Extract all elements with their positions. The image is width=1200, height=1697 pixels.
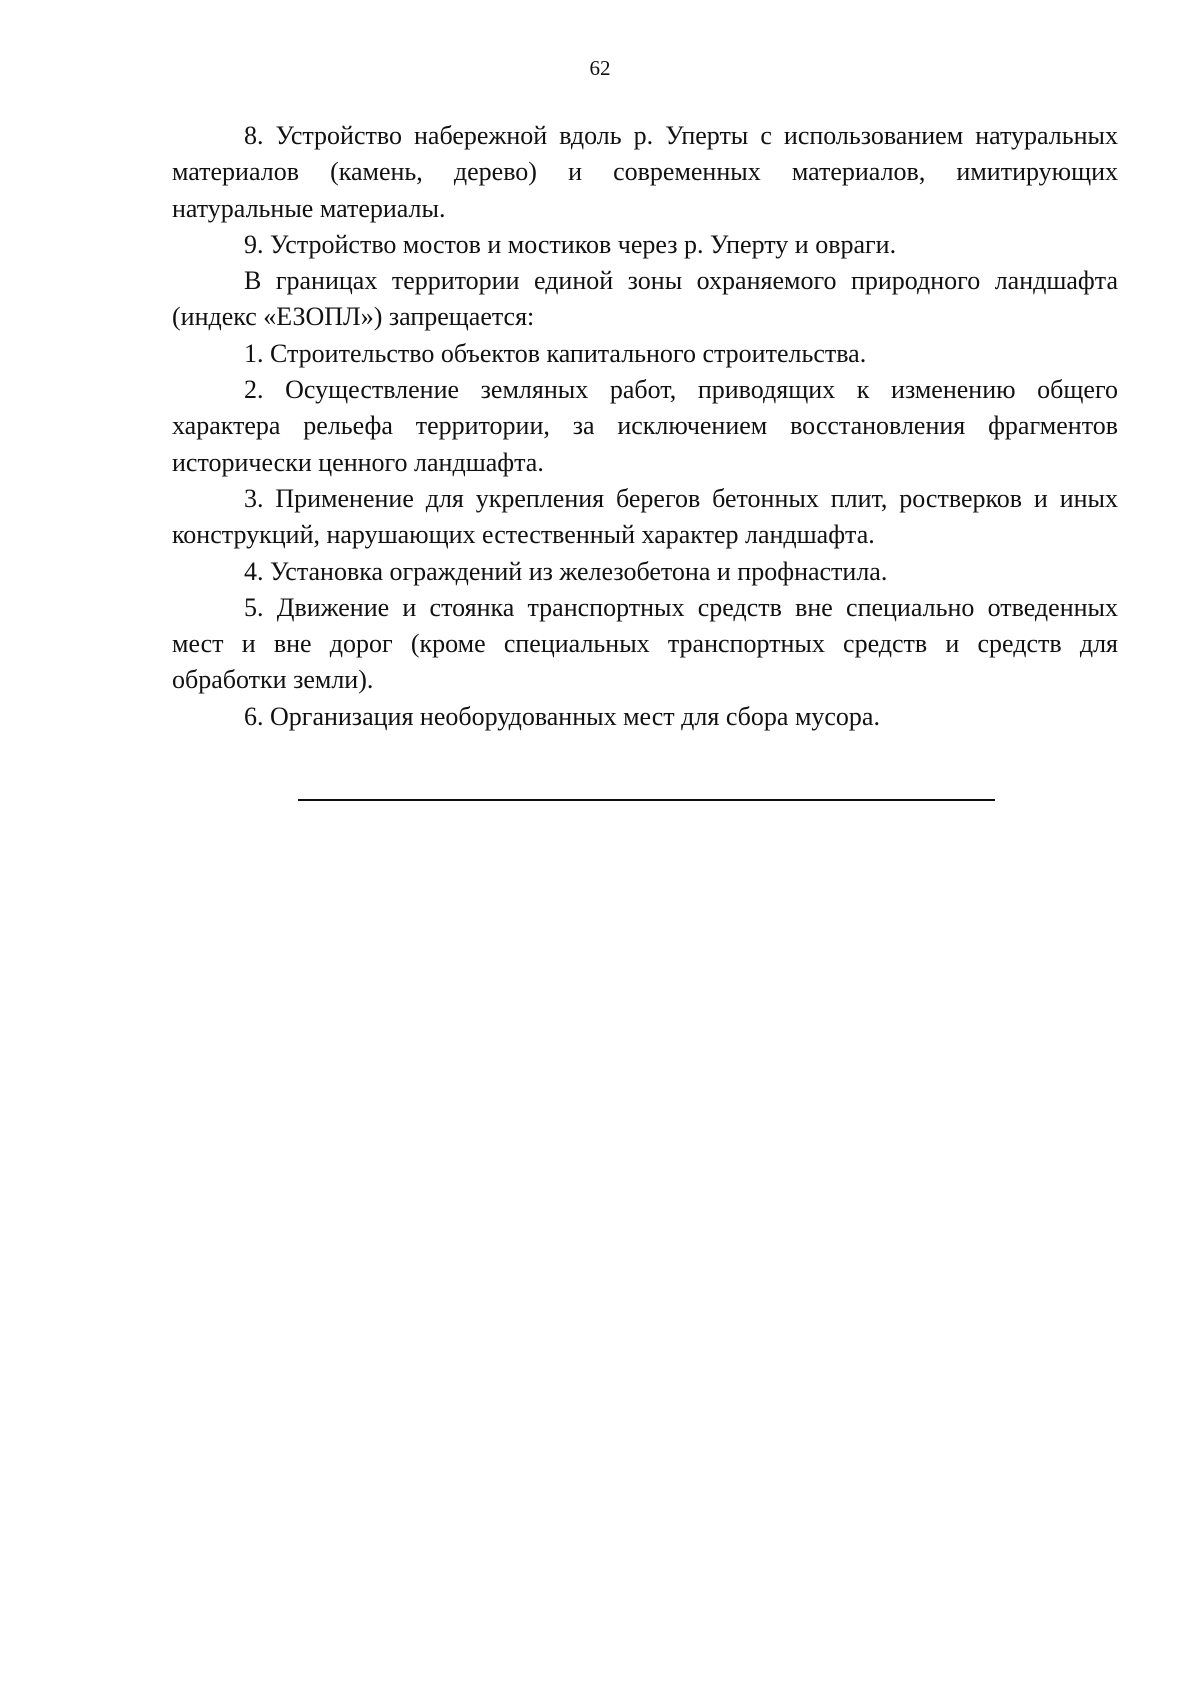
paragraph-prohibition-4: 4. Установка ограждений из железобетона и профнастила.	[244, 556, 888, 586]
page-number: 62	[589, 56, 611, 80]
paragraph-prohibition-1: 1. Строительство объектов капитального строительства.	[244, 338, 867, 368]
paragraph-prohibition-5: 5. Движение и стоянка транспортных средств вне специально отведенных мест и вне дорог (кроме специальных транспортных средств и средств для обработки земли).	[172, 592, 1118, 695]
paragraph-item-9: 9. Устройство мостов и мостиков через р. Уперту и овраги.	[244, 229, 897, 259]
paragraph-prohibition-2: 2. Осуществление земляных работ, приводящих к изменению общего характера рельефа территории, за исключением восстановления фрагментов исторически ценного ландшафта.	[172, 375, 1118, 477]
paragraph-item-8: 8. Устройство набережной вдоль р. Уперты с использованием натуральных материалов (камень, дерево) и современных материалов, имитирующих натуральные материалы.	[172, 121, 1118, 223]
paragraph-prohibitions-intro: В границах территории единой зоны охраняемого природного ландшафта (индекс «ЕЗОПЛ») запрещается:	[172, 266, 1118, 332]
paragraph-prohibition-3: 3. Применение для укрепления берегов бетонных плит, ростверков и иных конструкций, нарушающих естественный характер ландшафта.	[172, 483, 1118, 550]
document-body	[172, 118, 1118, 735]
end-divider-line	[298, 799, 995, 801]
paragraph-prohibition-6: 6. Организация необорудованных мест для сбора мусора.	[244, 701, 880, 731]
